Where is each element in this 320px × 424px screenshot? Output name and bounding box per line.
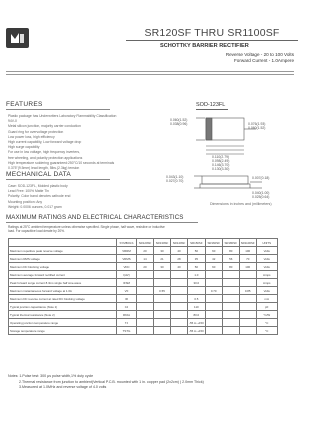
value-cell: 60 [205,247,222,255]
features-heading: FEATURES [6,101,43,108]
value-cell [154,319,171,327]
parameter-cell: Maximum repetitive peak reverse voltage [9,247,117,255]
value-cell: 14 [137,255,154,263]
svg-text:0.043(1.10): 0.043(1.10) [166,175,184,179]
value-cell [222,271,239,279]
ratings-table-body [9,247,278,335]
unit-cell: Volts [256,263,277,271]
package-outline-drawing [126,112,296,209]
value-cell [171,279,188,287]
value-cell: 21 [154,255,171,263]
forward-current-text: Forward Current - 1.0Ampere [234,58,294,63]
value-cell: 100 [239,247,256,255]
dimension-note: Dimensions in inches and (millimeters) [210,202,272,206]
unit-cell: Amps [256,279,277,287]
unit-cell: °C/W [256,311,277,319]
value-cell [171,319,188,327]
unit-cell: mA [256,295,277,303]
header-divider-2 [6,74,294,75]
value-cell: 20 [137,263,154,271]
value-cell: 80 [222,263,239,271]
company-logo [6,28,29,48]
feature-item: High temperature soldering guaranteed:250°C/10 seconds at terminals [8,160,115,165]
table-row [9,263,278,271]
page-title: SR120SF THRU SR1100SF [144,27,280,39]
package-dimension-diagram [126,112,296,204]
ratings-condition-line: Ratings at 25°C ambient temperature unless otherwise specified. Single phase, half wave, resistive or inductive [8,225,165,229]
value-cell [171,303,188,311]
value-cell: 70 [239,255,256,263]
feature-item: Guard ring for overvoltage protection [8,129,64,134]
parameter-cell: Typical thermal resistance (Note 2) [9,311,117,319]
symbol-cell: IR [117,295,137,303]
svg-text:0.098(2.49): 0.098(2.49) [212,159,230,163]
svg-text:0.110(2.79): 0.110(2.79) [212,155,230,159]
column-header: SR140SF [171,239,188,247]
unit-cell: °C [256,327,277,335]
value-cell [137,271,154,279]
title-rule [126,40,298,41]
reverse-voltage-text: Reverse Voltage - 20 to 100 Volts [225,52,294,57]
table-row [9,279,278,287]
mechanical-list [8,184,120,210]
value-cell: 28 [171,255,188,263]
value-cell: 35 [188,255,206,263]
parameter-cell: Peak forward surge current 8.3ms single half sine-wave [9,279,117,287]
unit-cell: Volts [256,247,277,255]
value-cell [205,271,222,279]
table-row [9,287,278,295]
svg-text:0.040(1.00): 0.040(1.00) [252,191,270,195]
value-cell: 0.85 [239,287,256,295]
table-row [9,255,278,263]
column-header: SYMBOLS [117,239,137,247]
value-cell: 30 [154,263,171,271]
feature-item: High current capability, Low forward voltage drop [8,140,82,145]
feature-item: free wheeling, and polarity protection applications [8,155,83,160]
value-cell [205,303,222,311]
unit-cell: °C [256,319,277,327]
parameter-cell: Maximum DC reverse current at rated DC blocking voltage [9,295,117,303]
parameter-cell: Maximum instantaneous forward voltage at 1.0A [9,287,117,295]
value-cell [188,287,206,295]
value-cell: 40 [171,263,188,271]
symbol-cell: IFSM [117,279,137,287]
svg-text:0.146(3.70): 0.146(3.70) [212,163,230,167]
feature-item: For use in low voltage, high frequency inverters, [8,150,80,155]
value-cell [137,303,154,311]
value-cell [137,287,154,295]
value-cell [205,295,222,303]
value-cell [137,311,154,319]
value-cell: 50 [188,263,206,271]
column-header: SR1100SF [240,240,255,245]
value-cell [137,279,154,287]
value-cell [154,311,171,319]
value-cell [137,327,154,335]
ratings-condition-line: load. For capacitive load derate by 20%. [8,229,65,234]
symbol-cell: CJ [117,303,137,311]
table-row [9,271,278,279]
column-header: UNITS [256,239,277,247]
mechanical-item: Weight: 0.0006 ounces, 0.017 gram [8,204,62,209]
footnotes [8,374,204,391]
value-cell [154,303,171,311]
ratings-rule [6,222,198,223]
table-row [9,247,278,255]
feature-item: 0.375"(9.5mm) lead length, 5lbs.(2.3kg) tension [8,166,80,171]
parameter-cell: Operating junction temperature range [9,319,117,327]
symbol-cell: VDC [117,263,137,271]
feature-item: Low power loss, high efficiency [8,134,55,139]
unit-cell: Volts [256,287,277,295]
ratings-summary [226,52,294,64]
svg-text:0.076(1.93): 0.076(1.93) [248,122,266,126]
mechanical-rule [6,179,110,180]
symbol-cell: TSTG [117,327,137,335]
value-cell [222,327,239,335]
document-subtitle: SCHOTTKY BARRIER RECTIFIER [160,43,249,49]
column-header: SR120SF [137,239,154,247]
value-cell [205,311,222,319]
value-cell [171,327,188,335]
value-cell [137,295,154,303]
svg-text:0.007(0.18): 0.007(0.18) [252,176,270,180]
column-header: SR150SF [188,239,206,247]
ratings-conditions [8,225,165,234]
footnote: Notes: 1.Pulse test: 300 μs pulse width,1% duty cycle [8,374,94,378]
parameter-cell: Maximum average forward rectified current [9,271,117,279]
value-cell [239,271,256,279]
value-cell [222,295,239,303]
table-row [9,311,278,319]
value-cell: 30 [154,247,171,255]
svg-text:0.060(1.52): 0.060(1.52) [248,126,266,130]
value-cell [154,295,171,303]
value-cell [154,327,171,335]
value-cell: 60 [205,263,222,271]
value-cell [222,303,239,311]
mechanical-item: Mounting position: Any [8,199,43,204]
column-header: SR180SF [222,239,239,247]
symbol-cell: TJ [117,319,137,327]
value-cell [239,303,256,311]
logo-mark-icon [8,30,27,46]
svg-text:0.027(0.70): 0.027(0.70) [166,179,184,183]
value-cell [222,287,239,295]
unit-cell: Amps [256,271,277,279]
symbol-cell: VF [117,287,137,295]
column-header: SR160SF [205,239,222,247]
value-cell [222,311,239,319]
svg-text:0.025(0.64): 0.025(0.64) [252,195,270,199]
value-cell [171,271,188,279]
table-row [9,295,278,303]
value-cell: 80.0 [188,311,206,319]
value-cell: 100 [239,263,256,271]
value-cell: 110 [188,303,206,311]
column-header: SR130SF [154,239,171,247]
features-list [8,114,120,171]
parameter-cell: Typical junction capacitance (Note 1) [9,303,117,311]
feature-item: High surge capability [8,145,40,150]
value-cell: 56 [222,255,239,263]
value-cell: 0.55 [154,287,171,295]
column-header [9,239,117,247]
value-cell: 0.70 [205,287,222,295]
value-cell [171,287,188,295]
value-cell: 50 [188,247,206,255]
header-divider [6,71,294,72]
value-cell: 80 [222,247,239,255]
table-row [9,319,278,327]
parameter-cell: Storage temperature range [9,327,117,335]
value-cell: 40 [171,247,188,255]
value-cell [239,311,256,319]
svg-text:0.038(0.96): 0.038(0.96) [170,122,188,126]
value-cell [222,319,239,327]
mechanical-item: Case: SOD-123FL, Molded plastic body [8,184,68,188]
svg-text:0.060(1.52): 0.060(1.52) [170,118,188,122]
value-cell [239,327,256,335]
value-cell: 20 [137,247,154,255]
features-rule [6,109,110,110]
symbol-cell: VRRM [117,247,137,255]
value-cell [239,279,256,287]
value-cell [154,271,171,279]
value-cell [239,295,256,303]
value-cell [222,279,239,287]
symbol-cell: VRMS [117,255,137,263]
parameter-cell: Maximum RMS voltage [9,255,117,263]
parameter-cell: Maximum DC blocking voltage [9,263,117,271]
package-label-rule [196,109,228,110]
ratings-table [8,238,278,335]
package-label: SOD-123FL [196,102,226,108]
feature-item: Plastic package has Underwriters Laboratory Flammability Classification 94V-0 [8,114,117,124]
value-cell: -55 to +150 [189,328,204,333]
value-cell: -55 to +150 [189,320,204,325]
value-cell [205,327,222,335]
value-cell [137,319,154,327]
value-cell: 0.5 [188,295,206,303]
value-cell [239,319,256,327]
mechanical-heading: MECHANICAL DATA [6,171,72,178]
svg-text:0.130(3.30): 0.130(3.30) [212,167,230,171]
mechanical-item: Polarity: Color band denotes cathode end [8,194,71,199]
symbol-cell: I(AV) [117,271,137,279]
mechanical-item: Lead Free: 100% Matte Tin [8,189,49,194]
footnote: 2.Thermal resistance from junction to ambient(Vertical P.C.B. mounted with 1 in. copper pad (2x2cm) ) 2.0mm Thick) [19,379,204,384]
value-cell: 42 [205,255,222,263]
table-row [9,327,278,335]
ratings-heading: MAXIMUM RATINGS AND ELECTRICAL CHARACTERISTICS [6,214,184,221]
value-cell [171,295,188,303]
symbol-cell: RθJA [117,311,137,319]
table-header-row [9,239,278,247]
value-cell: 1.0 [188,271,206,279]
table-row [9,303,278,311]
value-cell [205,279,222,287]
value-cell [205,319,222,327]
footnote: 3.Measured at 1.0MHz and reverse voltage of 4.0 volts [19,385,107,390]
unit-cell: Volts [256,255,277,263]
value-cell: 30.0 [188,279,206,287]
value-cell [171,311,188,319]
unit-cell: pF [256,303,277,311]
feature-item: Metal silicon junction, majority carrier conduction [8,124,81,129]
value-cell [154,279,171,287]
